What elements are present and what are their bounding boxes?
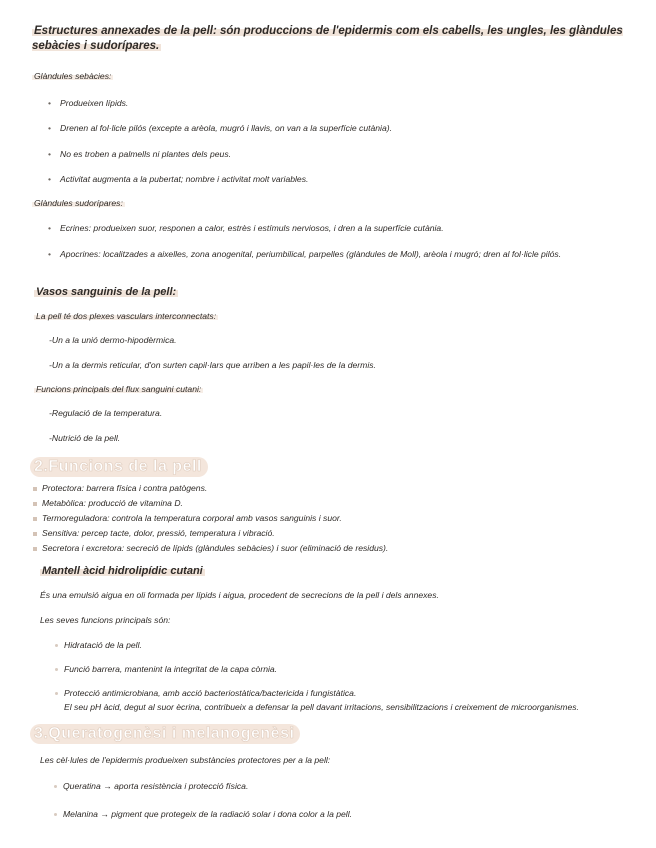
list-item: • Activitat augmenta a la pubertat; nombre i activitat molt variables.	[48, 174, 308, 185]
list-item: Hidratació de la pell.	[55, 640, 142, 651]
section-3-title: 3.Queratogenèsi i melanogenèsi	[30, 724, 300, 744]
list-item: Protecció antimicrobiana, amb acció bacteriostàtica/bactericida i fungistàtica.	[55, 688, 356, 699]
list-item: Termoreguladora: controla la temperatura corporal amb vasos sanguinis i suor.	[33, 513, 342, 524]
list-item: • Apocrines: localitzades a aixelles, zona anogenital, periumbilical, parpelles (glàndules de Moll), arèola i mugró; dren al fol·licle pilós.	[48, 249, 561, 260]
vessels-heading: Vasos sanguinis de la pell:	[36, 286, 177, 298]
section-2-title: 2.Funcions de la pell	[30, 457, 208, 477]
plexus-label: La pell té dos plexes vasculars interconnectats:	[36, 311, 217, 321]
sweat-label: Glàndules sudorípares:	[34, 198, 123, 208]
list-item: -Nutrició de la pell.	[49, 433, 121, 443]
mantle-description: És una emulsió aigua en oli formada per lípids i aigua, procedent de secrecions de la pell i dels annexes.	[40, 590, 439, 600]
annexes-heading: Estructures annexades de la pell: són produccions de l'epidermis com els cabells, les ungles, les glàndules sebàcies i sudorípares.	[32, 25, 623, 52]
list-item: -Un a la unió dermo-hipodèrmica.	[49, 335, 177, 345]
list-item: • Ecrines: produeixen suor, responen a calor, estrès i estímuls nerviosos, i dren a la superfície cutània.	[48, 223, 444, 234]
list-item: Metabòlica: producció de vitamina D.	[33, 498, 183, 509]
list-item: • Drenen al fol·licle pilós (excepte a arèola, mugró i llavis, on van a la superfície cutània).	[48, 123, 392, 134]
section-3-intro: Les cèl·lules de l'epidermis produeixen substàncies protectores per a la pell:	[40, 755, 331, 765]
mantle-functions-label: Les seves funcions principals són:	[40, 615, 171, 625]
list-item: Queratina → aporta resistència i protecció física.	[54, 781, 248, 792]
list-item: Melanina → pigment que protegeix de la radiació solar i dona color a la pell.	[54, 809, 352, 820]
list-item: Funció barrera, mantenint la integritat de la capa còrnia.	[55, 664, 277, 675]
list-item: Secretora i excretora: secreció de lípids (glàndules sebàcies) i suor (eliminació de residus).	[33, 543, 388, 554]
mantle-note: El seu pH àcid, degut al suor ècrina, contribueix a defensar la pell davant irritacions, sensibilitzacions i creixement de microorganismes.	[64, 702, 579, 712]
sebaceous-label: Glàndules sebàcies:	[34, 71, 112, 81]
list-item: • No es troben a palmells ni plantes dels peus.	[48, 149, 231, 160]
bloodflow-functions-label: Funcions principals del flux sanguini cutani:	[36, 384, 202, 394]
mantle-heading: Mantell àcid hidrolipídic cutani	[42, 565, 203, 577]
list-item: -Regulació de la temperatura.	[49, 408, 163, 418]
list-item: • Produeixen lípids.	[48, 98, 128, 109]
list-item: -Un a la dermis reticular, d'on surten capil·lars que arriben a les papil·les de la dermis.	[49, 360, 376, 370]
list-item: Sensitiva: percep tacte, dolor, pressió, temperatura i vibració.	[33, 528, 275, 539]
list-item: Protectora: barrera física i contra patògens.	[33, 483, 207, 494]
